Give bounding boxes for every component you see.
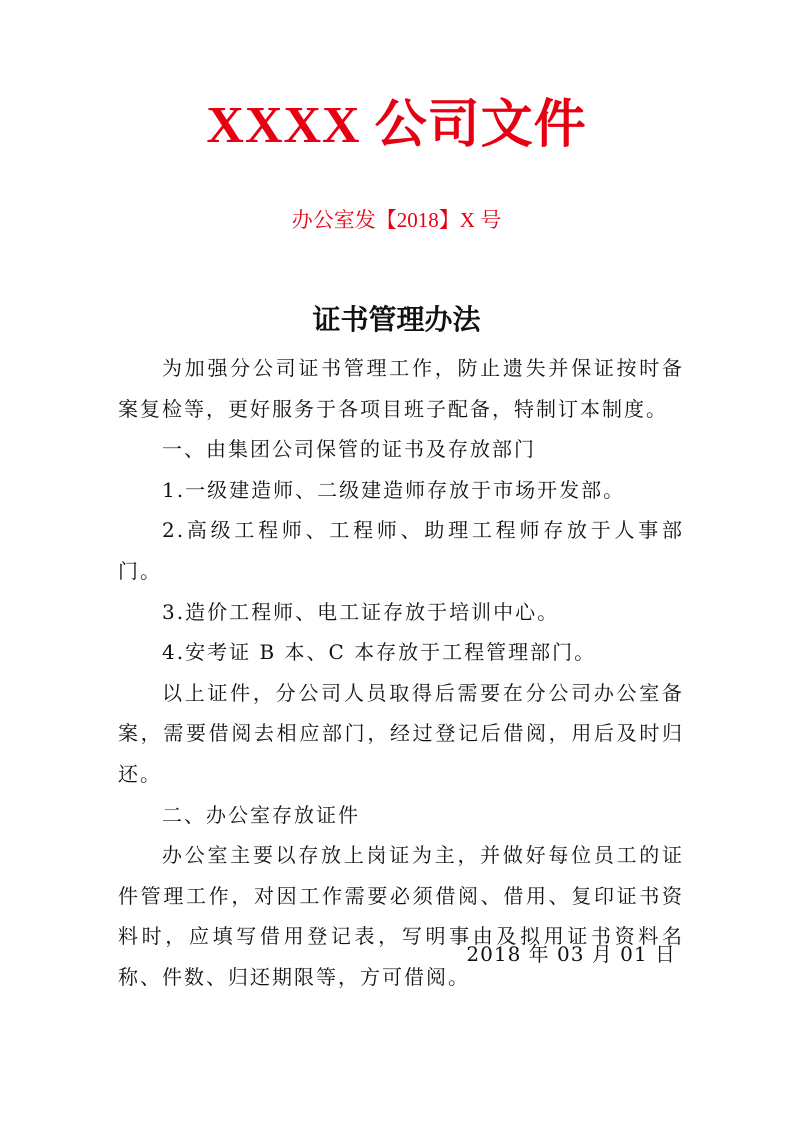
list-item-2: 2.高级工程师、工程师、助理工程师存放于人事部门。 [118,518,684,583]
list-item-1: 1.一级建造师、二级建造师存放于市场开发部。 [162,477,626,502]
paragraph-intro: 为加强分公司证书管理工作，防止遗失并保证按时备案复检等，更好服务于各项目班子配备，特制订本制度。 [118,356,684,421]
document-number: 办公室发【2018】X 号 [291,208,502,232]
section-heading-office-storage: 二、办公室存放证件 [162,802,360,827]
document-date: 2018 年 03 月 01 日 [466,942,676,966]
document-body [118,348,684,998]
paragraph-borrowing: 以上证件，分公司人员取得后需要在分公司办公室备案，需要借阅去相应部门，经过登记后借阅，用后及时归还。 [118,680,684,786]
list-item-4: 4.安考证 B 本、C 本存放于工程管理部门。 [162,640,597,665]
document-title: 证书管理办法 [312,303,481,336]
company-document-header: XXXX 公司文件 [206,97,587,154]
section-heading-group-storage: 一、由集团公司保管的证书及存放部门 [162,437,536,462]
list-item-3: 3.造价工程师、电工证存放于培训中心。 [162,599,560,624]
paragraph-office-rules: 办公室主要以存放上岗证为主，并做好每位员工的证件管理工作，对因工作需要必须借阅、借用、复印证书资料时，应填写借用登记表，写明事由及拟用证书资料名称、件数、归还期限等，方可借阅。 [118,843,684,989]
